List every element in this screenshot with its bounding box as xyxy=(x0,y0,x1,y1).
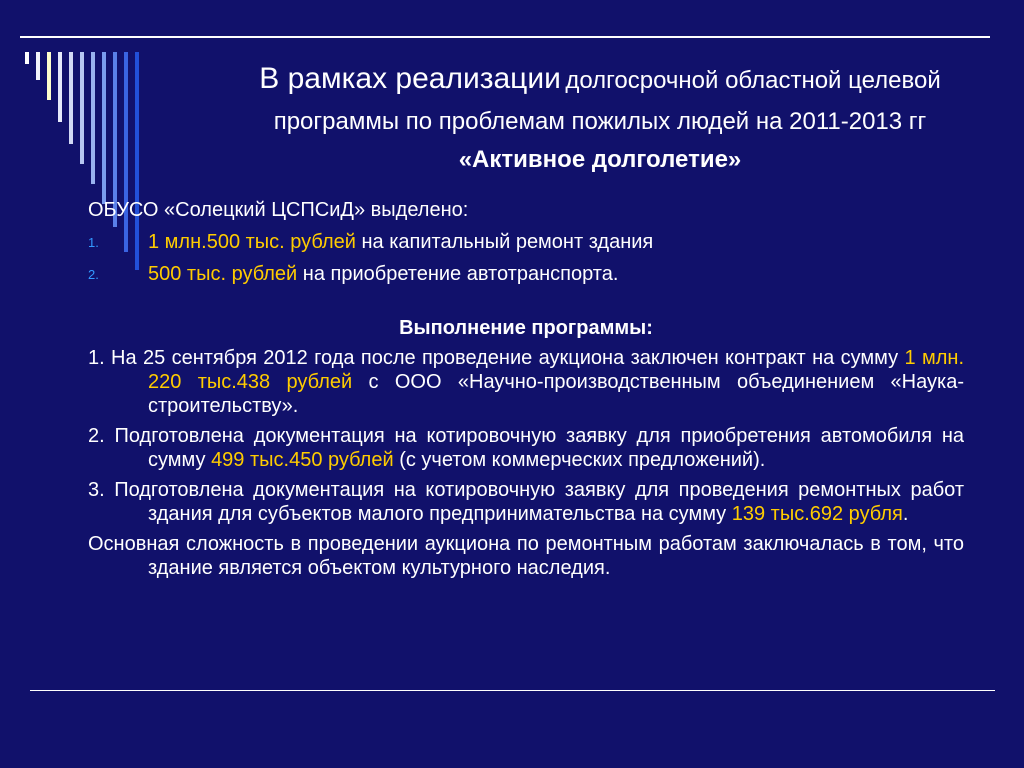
item-text: с ООО «Научно-производственным объединением «Наука-строительству». xyxy=(148,371,964,417)
amount-highlight: 1 млн.500 тыс. рублей xyxy=(148,231,356,253)
title-part1: В рамках реализации xyxy=(259,62,561,95)
item-text: . xyxy=(902,503,909,525)
item-text: 3. Подготовлена документация на котировочную заявку для проведения ремонтных работ здания для субъектов малого предпринимательства на сумму xyxy=(88,479,964,525)
item-number: 1. xyxy=(88,235,99,250)
execution-item xyxy=(88,346,964,418)
amount-highlight: 499 тыс.450 рублей xyxy=(211,449,394,471)
amount-highlight: 139 тыс.692 рубля xyxy=(731,503,903,525)
execution-note: Основная сложность в проведении аукциона по ремонтным работам заключалась в том, что здание является объектом культурного наследия. xyxy=(88,533,964,579)
stripe-8 xyxy=(102,52,106,204)
stripe-2 xyxy=(36,52,40,80)
stripe-1 xyxy=(25,52,29,64)
allocation-item xyxy=(88,230,964,254)
slide-title xyxy=(190,60,1010,179)
item-text: (с учетом коммерческих предложений). xyxy=(393,449,766,471)
title-part3: программы по проблемам пожилых людей на 2011-2013 гг xyxy=(273,108,927,135)
allocation-intro: ОБУСО «Солецкий ЦСПСиД» выделено: xyxy=(88,199,469,221)
item-number: 2. xyxy=(88,267,99,282)
item-text: на капитальный ремонт здания xyxy=(355,231,654,253)
title-part4: «Активное долголетие» xyxy=(458,146,742,173)
slide-body xyxy=(88,198,964,580)
stripe-5 xyxy=(69,52,73,144)
stripe-4 xyxy=(58,52,62,122)
bottom-rule xyxy=(30,690,995,691)
item-text: на приобретение автотранспорта. xyxy=(297,263,619,285)
item-text: 1. На 25 сентября 2012 года после проведение аукциона заключен контракт на сумму xyxy=(88,347,905,369)
execution-item xyxy=(88,424,964,472)
amount-highlight: 500 тыс. рублей xyxy=(148,263,298,285)
stripe-7 xyxy=(91,52,95,184)
item-text: 2. Подготовлена документация на котировочную заявку для приобретения автомобиля на сумму xyxy=(88,425,964,471)
stripe-3 xyxy=(47,52,51,100)
top-rule xyxy=(20,36,990,38)
amount-highlight: 1 млн. 220 тыс.438 рублей xyxy=(148,347,965,393)
stripe-6 xyxy=(80,52,84,164)
title-part2: долгосрочной областной целевой xyxy=(565,67,941,94)
allocation-item xyxy=(88,262,964,286)
execution-item xyxy=(88,478,964,526)
execution-heading: Выполнение программы: xyxy=(399,317,653,339)
